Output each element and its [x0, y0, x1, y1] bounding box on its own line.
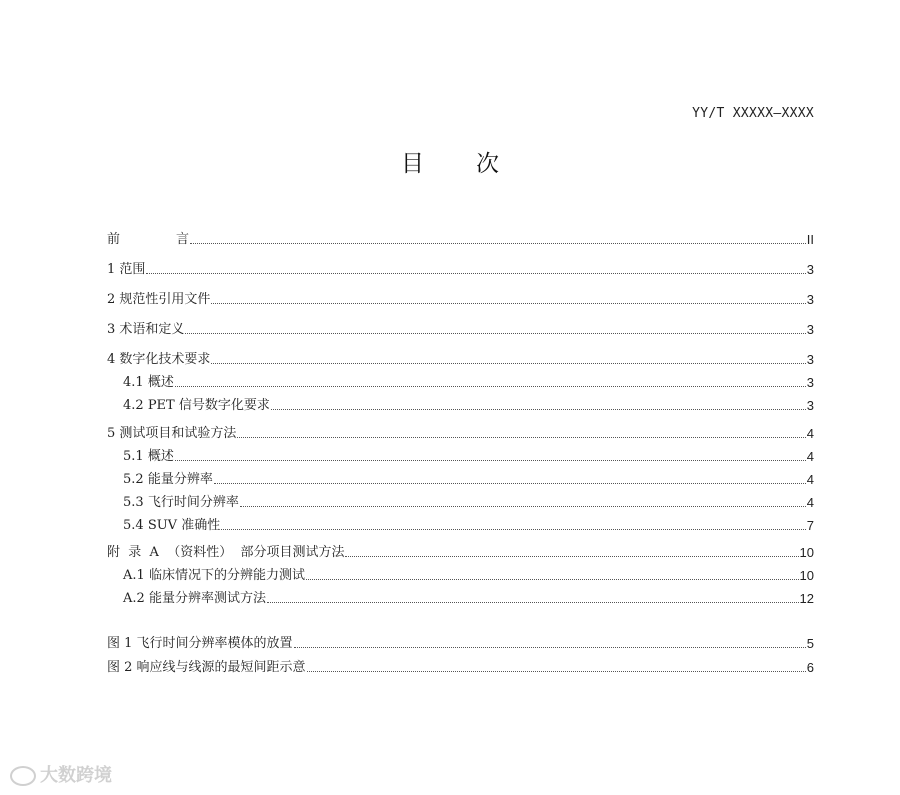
toc-entry-page: 4 — [806, 472, 814, 487]
toc-entry-text: 言 — [176, 232, 190, 247]
leader-dots — [211, 303, 805, 304]
toc-entry-page: 3 — [806, 352, 814, 367]
toc-entry-num: 5.4 — [123, 518, 148, 533]
toc-subentry[interactable] — [107, 398, 814, 414]
leader-dots — [221, 529, 806, 530]
leader-dots — [190, 243, 806, 244]
toc-entry[interactable] — [107, 426, 814, 442]
leader-dots — [175, 460, 806, 461]
leader-dots — [345, 556, 798, 557]
toc-subentry[interactable] — [107, 472, 814, 488]
toc-entry-annex-a[interactable] — [107, 545, 814, 561]
toc-entry-text: 临床情况下的分辨能力测试 — [148, 568, 305, 583]
toc-entry-page: 3 — [806, 375, 814, 390]
toc-entry-page: 10 — [799, 545, 814, 560]
toc-entry-num: 4.1 — [123, 375, 148, 390]
toc-subentry[interactable] — [107, 375, 814, 391]
toc-entry-num: 4.2 — [123, 398, 148, 413]
toc-entry-text: 概述 — [147, 375, 174, 390]
toc-entry-page: 3 — [806, 262, 814, 277]
leader-dots — [240, 506, 806, 507]
toc-subentry[interactable] — [107, 518, 814, 534]
table-of-contents — [107, 226, 814, 676]
toc-entry-page: 4 — [806, 426, 814, 441]
toc-entry-text: 规范性引用文件 — [119, 292, 211, 307]
leader-dots — [271, 409, 806, 410]
figure-entry-num: 图 1 — [107, 636, 137, 651]
toc-entry[interactable] — [107, 322, 814, 338]
toc-entry-text: 飞行时间分辨率 — [147, 495, 239, 510]
toc-entry-page: 10 — [799, 568, 814, 583]
toc-entry-text: 测试项目和试验方法 — [119, 426, 237, 441]
leader-dots — [237, 437, 805, 438]
toc-entry-page: 3 — [806, 398, 814, 413]
toc-entry-text: 数字化技术要求 — [119, 352, 211, 367]
toc-subentry[interactable] — [107, 591, 814, 607]
toc-entry-page: 7 — [806, 518, 814, 533]
toc-entry-text: 范围 — [119, 262, 146, 277]
toc-entry-foreword[interactable] — [107, 232, 814, 248]
toc-entry[interactable] — [107, 262, 814, 278]
toc-entry-page: 3 — [806, 322, 814, 337]
figure-entry-page: 5 — [806, 636, 814, 651]
toc-entry-num: 附 录 A — [107, 545, 168, 560]
toc-entry-page: II — [806, 232, 814, 247]
toc-entry-page: 3 — [806, 292, 814, 307]
toc-entry-text: PET 信号数字化要求 — [147, 398, 270, 413]
figure-entry-text: 响应线与线源的最短间距示意 — [136, 660, 306, 675]
watermark-text: 大数跨境 — [40, 765, 112, 786]
figure-entry-text: 飞行时间分辨率模体的放置 — [136, 636, 293, 651]
toc-entry-num: 5.1 — [123, 449, 148, 464]
leader-dots — [185, 333, 805, 334]
toc-entry-text: SUV 准确性 — [147, 518, 221, 533]
toc-entry-num: 3 — [107, 322, 120, 337]
leader-dots — [267, 602, 799, 603]
figure-entry[interactable] — [107, 660, 814, 676]
document-code: YY/T XXXXX—XXXX — [692, 106, 814, 121]
leader-dots — [306, 579, 799, 580]
toc-entry[interactable] — [107, 292, 814, 308]
toc-entry-page: 4 — [806, 495, 814, 510]
toc-entry-num: 4 — [107, 352, 120, 367]
leader-dots — [146, 273, 805, 274]
watermark — [10, 761, 112, 787]
toc-entry-num: 前 — [107, 232, 121, 247]
toc-entry-page: 4 — [806, 449, 814, 464]
figure-entry[interactable] — [107, 636, 814, 652]
toc-entry-text: 能量分辨率测试方法 — [148, 591, 266, 606]
toc-entry-text: 能量分辨率 — [147, 472, 213, 487]
toc-subentry[interactable] — [107, 495, 814, 511]
toc-entry-num: 1 — [107, 262, 120, 277]
watermark-logo-icon — [10, 766, 36, 786]
toc-entry-page: 12 — [799, 591, 814, 606]
toc-subentry[interactable] — [107, 568, 814, 584]
toc-entry-num: A.1 — [123, 568, 149, 583]
toc-entry-num: 5.2 — [123, 472, 148, 487]
title-char-1: 目 — [401, 151, 424, 177]
leader-dots — [211, 363, 805, 364]
toc-entry-text: 概述 — [147, 449, 174, 464]
leader-dots — [307, 671, 806, 672]
toc-entry-text: 术语和定义 — [119, 322, 185, 337]
title-char-2: 次 — [476, 151, 499, 177]
leader-dots — [214, 483, 806, 484]
figure-entry-page: 6 — [806, 660, 814, 675]
figure-entry-num: 图 2 — [107, 660, 137, 675]
toc-entry-text: （资料性） 部分项目测试方法 — [167, 545, 345, 560]
page-title — [0, 145, 900, 178]
leader-dots — [294, 647, 806, 648]
toc-subentry[interactable] — [107, 449, 814, 465]
toc-entry-num: 5 — [107, 426, 120, 441]
leader-dots — [175, 386, 806, 387]
toc-entry-num: A.2 — [123, 591, 149, 606]
toc-entry-num: 2 — [107, 292, 120, 307]
toc-entry[interactable] — [107, 352, 814, 368]
toc-entry-num: 5.3 — [123, 495, 148, 510]
